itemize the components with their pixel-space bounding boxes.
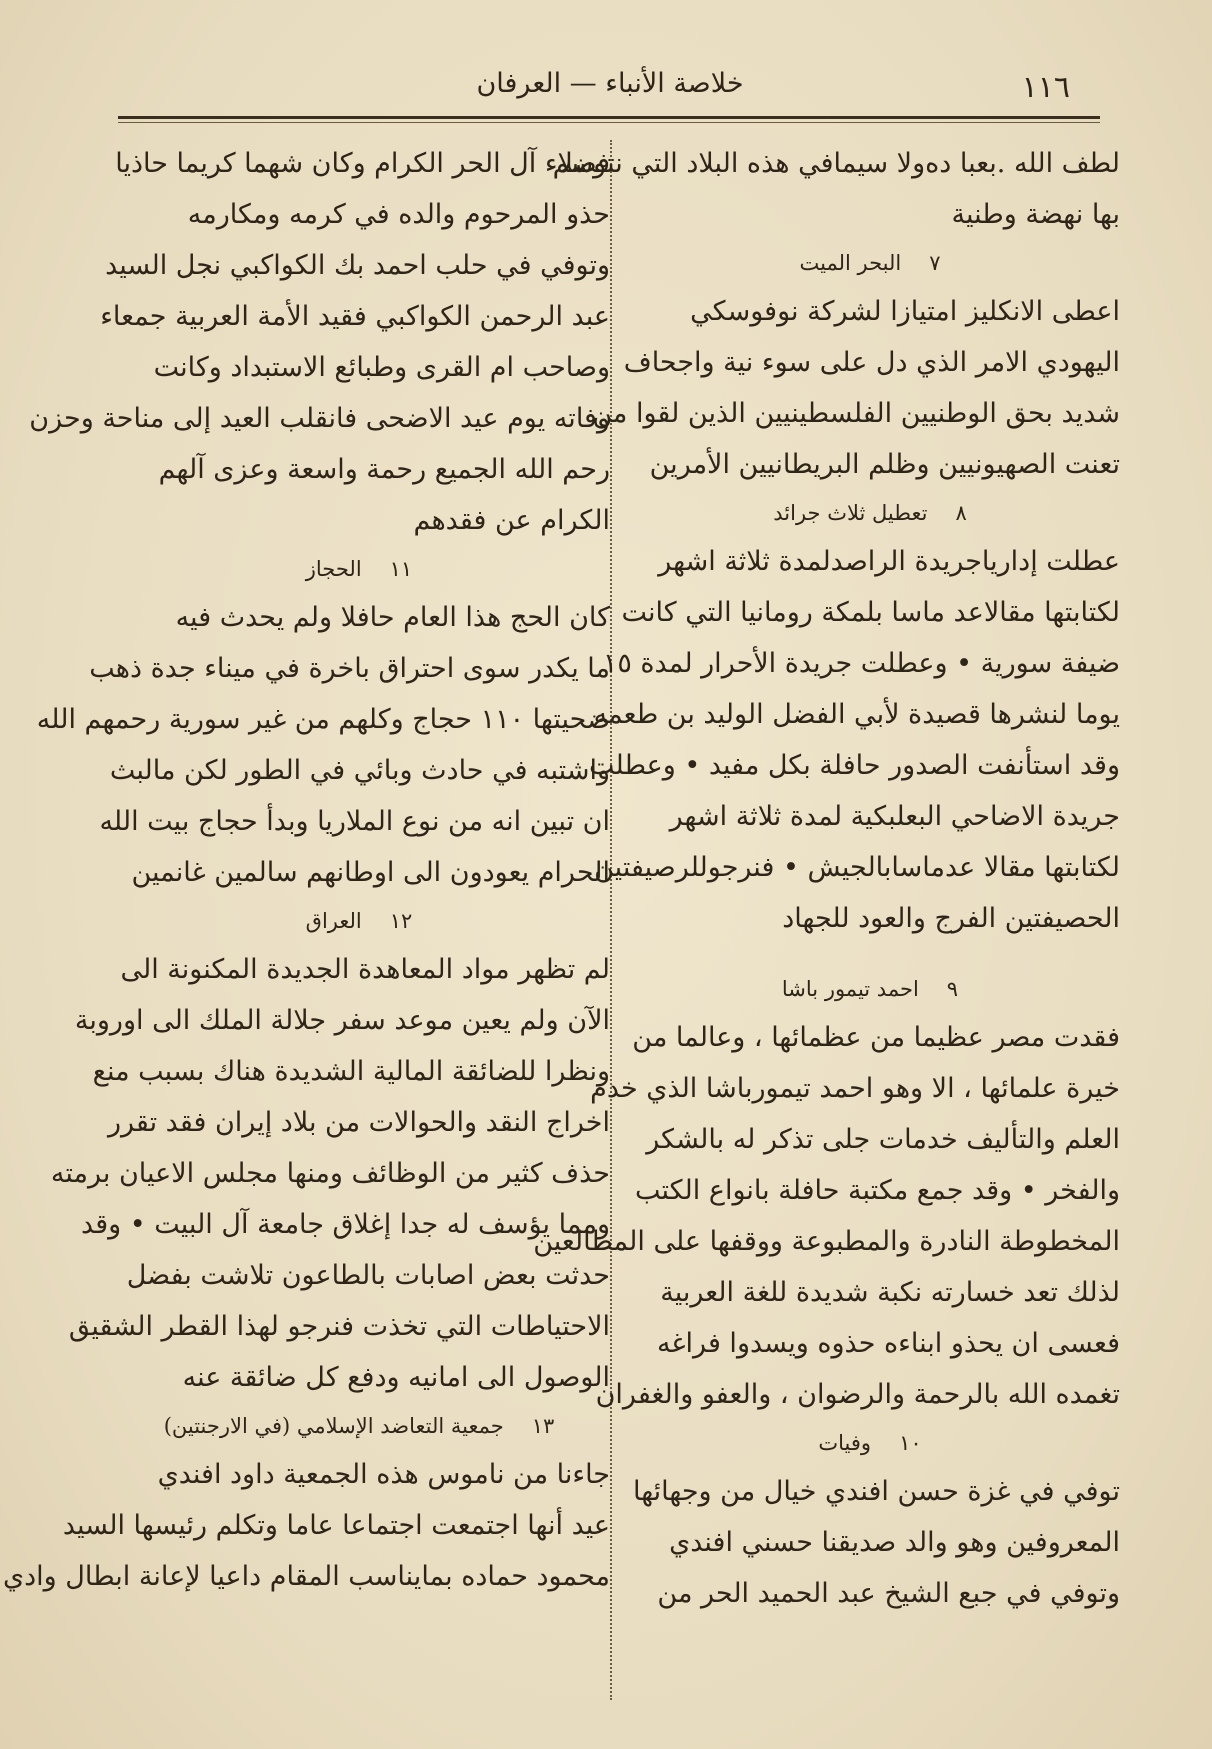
text-line: جاءنا من ناموس هذه الجمعية داود افندي — [157, 1459, 610, 1490]
section-title: وفيات — [818, 1431, 872, 1455]
section-heading — [620, 490, 1120, 536]
section-heading — [108, 546, 610, 592]
text-line: وقد استأنفت الصدور حافلة بكل مفيد • وعطلت — [589, 750, 1120, 781]
text-line: تغمده الله بالرحمة والرضوان ، والعفو والغفران — [595, 1379, 1120, 1410]
text-line: لكتابتها مقالاعد ماسا بلمكة رومانيا التي كانت — [621, 597, 1120, 628]
text-line: ونظرا للضائقة المالية الشديدة هناك بسبب منع — [92, 1056, 610, 1087]
text-line: العلم والتأليف خدمات جلى تذكر له بالشكر — [646, 1124, 1120, 1155]
text-line: لم تظهر مواد المعاهدة الجديدة المكنونة الى — [120, 954, 610, 985]
text-line: فعسى ان يحذو ابناءه حذوه ويسدوا فراغه — [656, 1328, 1120, 1359]
column-divider — [610, 140, 612, 1700]
text-line: عبد الرحمن الكواكبي فقيد الأمة العربية جمعاء — [100, 301, 610, 332]
header-rule-thin — [118, 122, 1100, 123]
text-line: تعنت الصهيونيين وظلم البريطانيين الأمرين — [649, 449, 1120, 480]
section-number: ١١ — [389, 557, 413, 581]
text-line: ما يكدر سوى احتراق باخرة في ميناء جدة ذهب — [89, 653, 610, 684]
running-title: خلاصة الأنباء — العرفان — [476, 68, 744, 99]
section-heading — [108, 898, 610, 944]
text-line: عيد أنها اجتمعت اجتماعا عاما وتكلم رئيسها السيد — [62, 1510, 610, 1541]
section-heading — [108, 1403, 610, 1449]
text-line: المعروفين وهو والد صديقنا حسني افندي — [669, 1527, 1120, 1558]
text-line: محمود حماده بمايناسب المقام داعيا لإعانة ابطال وادي — [3, 1561, 610, 1592]
section-title: احمد تيمور باشا — [781, 977, 919, 1001]
text-line: الاحتياطات التي تخذت فنرجو لهذا القطر الشقيق — [68, 1311, 610, 1342]
section-title: العراق — [305, 909, 362, 933]
text-line: حذو المرحوم والده في كرمه ومكارمه — [187, 199, 610, 230]
text-line: الوصول الى امانيه ودفع كل ضائقة عنه — [182, 1362, 610, 1393]
text-line: الكرام عن فقدهم — [413, 505, 610, 536]
text-line: عطلت إدارياجريدة الراصدلمدة ثلاثة اشهر — [658, 546, 1120, 577]
section-number: ١٠ — [899, 1431, 922, 1455]
text-line: ان تبين انه من نوع الملاريا وبدأ حجاج بيت الله — [99, 806, 610, 837]
text-line: المخطوطة النادرة والمطبوعة ووقفها على المطالعين — [533, 1226, 1120, 1257]
text-line: لكتابتها مقالا عدماسابالجيش • فنرجوللرصيفتين — [594, 852, 1120, 883]
text-line: جريدة الاضاحي البعلبكية لمدة ثلاثة اشهر — [669, 801, 1120, 832]
text-line: وتوفي في حلب احمد بك الكواكبي نجل السيد — [105, 250, 610, 281]
text-line: رحم الله الجميع رحمة واسعة وعزى آلهم — [158, 454, 610, 485]
text-line: يوما لنشرها قصيدة لأبي الفضل الوليد بن طعمه — [593, 699, 1120, 730]
text-line: وفاته يوم عيد الاضحى فانقلب العيد إلى مناحة وحزن — [29, 403, 610, 434]
text-line: والفخر • وقد جمع مكتبة حافلة بانواع الكتب — [634, 1175, 1120, 1206]
text-line: وصاحب ام القرى وطبائع الاستبداد وكانت — [153, 352, 610, 383]
text-line: لذلك تعد خسارته نكبة شديدة للغة العربية — [660, 1277, 1120, 1308]
header-rule — [118, 116, 1100, 119]
section-title: البحر الميت — [799, 251, 902, 275]
section-title: تعطيل ثلاث جرائد — [773, 501, 928, 525]
text-line: حدثت بعض اصابات بالطاعون تلاشت بفضل — [126, 1260, 610, 1291]
text-line: اعطى الانكليز امتيازا لشركة نوفوسكي — [690, 296, 1120, 327]
text-line: واشتبه في حادث وبائي في الطور لكن مالبث — [109, 755, 610, 786]
text-line: الآن ولم يعين موعد سفر جلالة الملك الى اوروبة — [74, 1005, 610, 1036]
section-title: جمعية التعاضد الإسلامي (في الارجنتين) — [163, 1414, 504, 1438]
text-line: حذف كثير من الوظائف ومنها مجلس الاعيان برمته — [50, 1158, 610, 1189]
section-number: ٧ — [929, 251, 941, 275]
page-header — [110, 62, 1110, 112]
page-number: ١١٦ — [1021, 70, 1070, 105]
text-line: خيرة علمائها ، الا وهو احمد تيمورباشا الذي خدم — [590, 1073, 1120, 1104]
text-line: لطف الله .بعبا دەولا سيمافي هذه البلاد التي نتوسم — [552, 148, 1120, 179]
text-line: الحصيفتين الفرج والعود للجهاد — [782, 903, 1120, 934]
section-number: ٩ — [946, 977, 959, 1001]
section-heading — [620, 1420, 1120, 1466]
section-number: ١٣ — [531, 1414, 555, 1438]
section-title: الحجاز — [305, 557, 362, 581]
text-line: وتوفي في جبع الشيخ عبد الحميد الحر من — [657, 1578, 1120, 1609]
left-column — [3, 138, 610, 1602]
text-line: ومما يؤسف له جدا إغلاق جامعة آل البيت • وقد — [81, 1209, 610, 1240]
section-heading — [620, 240, 1120, 286]
text-line: كان الحج هذا العام حافلا ولم يحدث فيه — [175, 602, 610, 633]
text-line: فقدت مصر عظيما من عظمائها ، وعالما من — [632, 1022, 1120, 1053]
text-line: ضيفة سورية • وعطلت جريدة الأحرار لمدة ١٥ — [602, 648, 1120, 679]
text-line: توفي في غزة حسن افندي خيال من وجهائها — [632, 1476, 1120, 1507]
text-line: اليهودي الامر الذي دل على سوء نية واجحاف — [623, 347, 1120, 378]
text-line: ضحيتها ١١٠ حجاج وكلهم من غير سورية رحمهم الله — [36, 704, 610, 735]
section-heading — [620, 966, 1120, 1012]
text-line: اخراج النقد والحوالات من بلاد إيران فقد تقرر — [107, 1107, 610, 1138]
section-number: ١٢ — [389, 909, 413, 933]
section-number: ٨ — [955, 501, 967, 525]
text-line: الحرام يعودون الى اوطانهم سالمين غانمين — [131, 857, 610, 888]
text-line: شديد بحق الوطنيين الفلسطينيين الذين لقوا من — [592, 398, 1120, 429]
text-line: فضلاء آل الحر الكرام وكان شهما كريما حاذيا — [115, 148, 610, 179]
text-line: بها نهضة وطنية — [951, 199, 1120, 230]
